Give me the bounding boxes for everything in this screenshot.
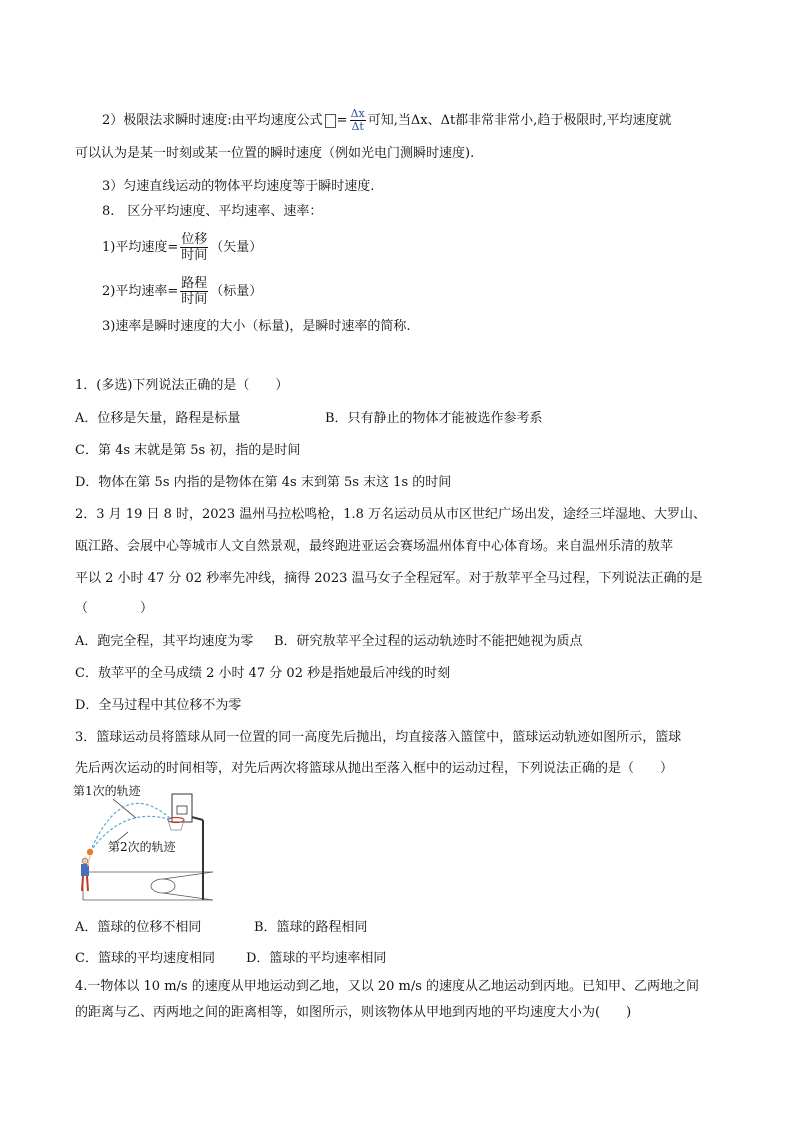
q3-option-b: B．篮球的路程相同 [254,920,368,935]
fraction [180,232,208,263]
formula-note: （标量） [210,284,263,299]
q2-line3: 平以 2 小时 47 分 02 秒率先冲线，摘得 2023 温马女子全程冠军。对于敖苹平全马过程，下列说法正确的是 [75,571,703,586]
q3-line2: 先后两次运动的时间相等，对先后两次将篮球从抛出至落入框中的运动过程，下列说法正确的是（ ） [75,761,674,776]
s3-text: 3）匀速直线运动的物体平均速度等于瞬时速度. [102,179,375,194]
q3-option-c: C．篮球的平均速度相同 [75,951,215,966]
q2-line2: 瓯江路、会展中心等城市人文自然景观，最终跑进亚运会赛场温州体育中心体育场。来自温州乐清的敖苹 [75,539,674,554]
player-leg [87,876,88,891]
label-leader-line [113,799,136,818]
q4-line2: 的距离与乙、丙两地之间的距离相等，如图所示，则该物体从甲地到丙地的平均速度大小为( ) [75,1005,632,1020]
s2-part-b: 可知,当Δx、Δt都非常非常小,趋于极限时,平均速度就 [367,113,672,128]
q4-line1: 4.一物体以 10 m/s 的速度从甲地运动到乙地，又以 20 m/s 的速度从乙地运动到丙地。已知甲、乙两地之间 [75,979,700,994]
player-leg [82,876,83,891]
formula-note: （矢量） [210,240,263,255]
q3-line1: 3．篮球运动员将篮球从同一位置的同一高度先后抛出，均直接落入篮筐中，篮球运动轨迹如图所示，篮球 [75,730,682,745]
formula-label: 1)平均速度= [102,240,179,255]
formula-average-speed [102,276,262,307]
q1-option-b: B．只有静止的物体才能被选作参考系 [325,411,543,426]
trajectory-label-2: 第2次的轨迹 [108,840,176,854]
formula-average-velocity [102,232,262,263]
free-throw-arc [151,879,175,893]
q2-line1: 2．3 月 19 日 8 时，2023 温州马拉松鸣枪，1.8 万名运动员从市区世纪广场出发，途经三垟湿地、大罗山、 [75,507,707,522]
court-line [163,893,213,900]
s8-line3: 3)速率是瞬时速度的大小（标量)，是瞬时速率的简称. [102,319,411,334]
basketball [87,849,93,855]
q2-option-d: D．全马过程中其位移不为零 [75,698,242,713]
s8-title: 8. 区分平均速度、平均速率、速率： [102,204,323,219]
fraction-denominator: 时间 [181,248,208,263]
player-arm [88,855,90,866]
fraction-numerator: 路程 [181,276,208,291]
q2-option-a: A．跑完全程，其平均速度为零 [75,634,254,649]
trajectory-label-1: 第1次的轨迹 [73,784,141,798]
s2-part-c: 可以认为是某一时刻或某一位置的瞬时速度（例如光电门测瞬时速度). [75,146,475,161]
q2-line4: （ ） [75,601,154,616]
text-line: 2）极限法求瞬时速度:由平均速度公式 = $\frac{\Delta x}{\Delta t}$ 可知,当Δx、Δt都非常非常小,趋于极限时,平均速度就 [102,107,672,133]
q1-stem: 1．(多选)下列说法正确的是（ ） [75,378,289,393]
fraction [180,276,208,307]
q1-option-c: C．第 4s 末就是第 5s 初，指的是时间 [75,443,301,458]
q1-option-d: D．物体在第 5s 内指的是物体在第 4s 末到第 5s 末这 1s 的时间 [75,475,452,490]
fraction-denominator: 时间 [181,292,208,307]
fraction-denominator: Δt [351,120,364,133]
q3-option-a: A．篮球的位移不相同 [75,920,202,935]
delta-fraction [350,108,366,133]
placeholder-box-icon [325,114,336,128]
q1-option-a: A．位移是矢量，路程是标量 [75,411,241,426]
formula-label: 2)平均速率= [102,284,179,299]
q3-option-d: D．篮球的平均速率相同 [246,951,387,966]
s2-part-a: 2）极限法求瞬时速度:由平均速度公式 [102,113,323,128]
court-line [163,872,213,879]
q2-option-b: B．研究敖苹平全过程的运动轨迹时不能把她视为质点 [274,634,583,649]
basketball-figure [68,780,228,915]
player-head [82,858,88,864]
q2-option-c: C．敖苹平的全马成绩 2 小时 47 分 02 秒是指她最后冲线的时刻 [75,666,451,681]
fraction-numerator: 位移 [181,232,208,247]
fraction-numerator: Δx [350,107,365,120]
